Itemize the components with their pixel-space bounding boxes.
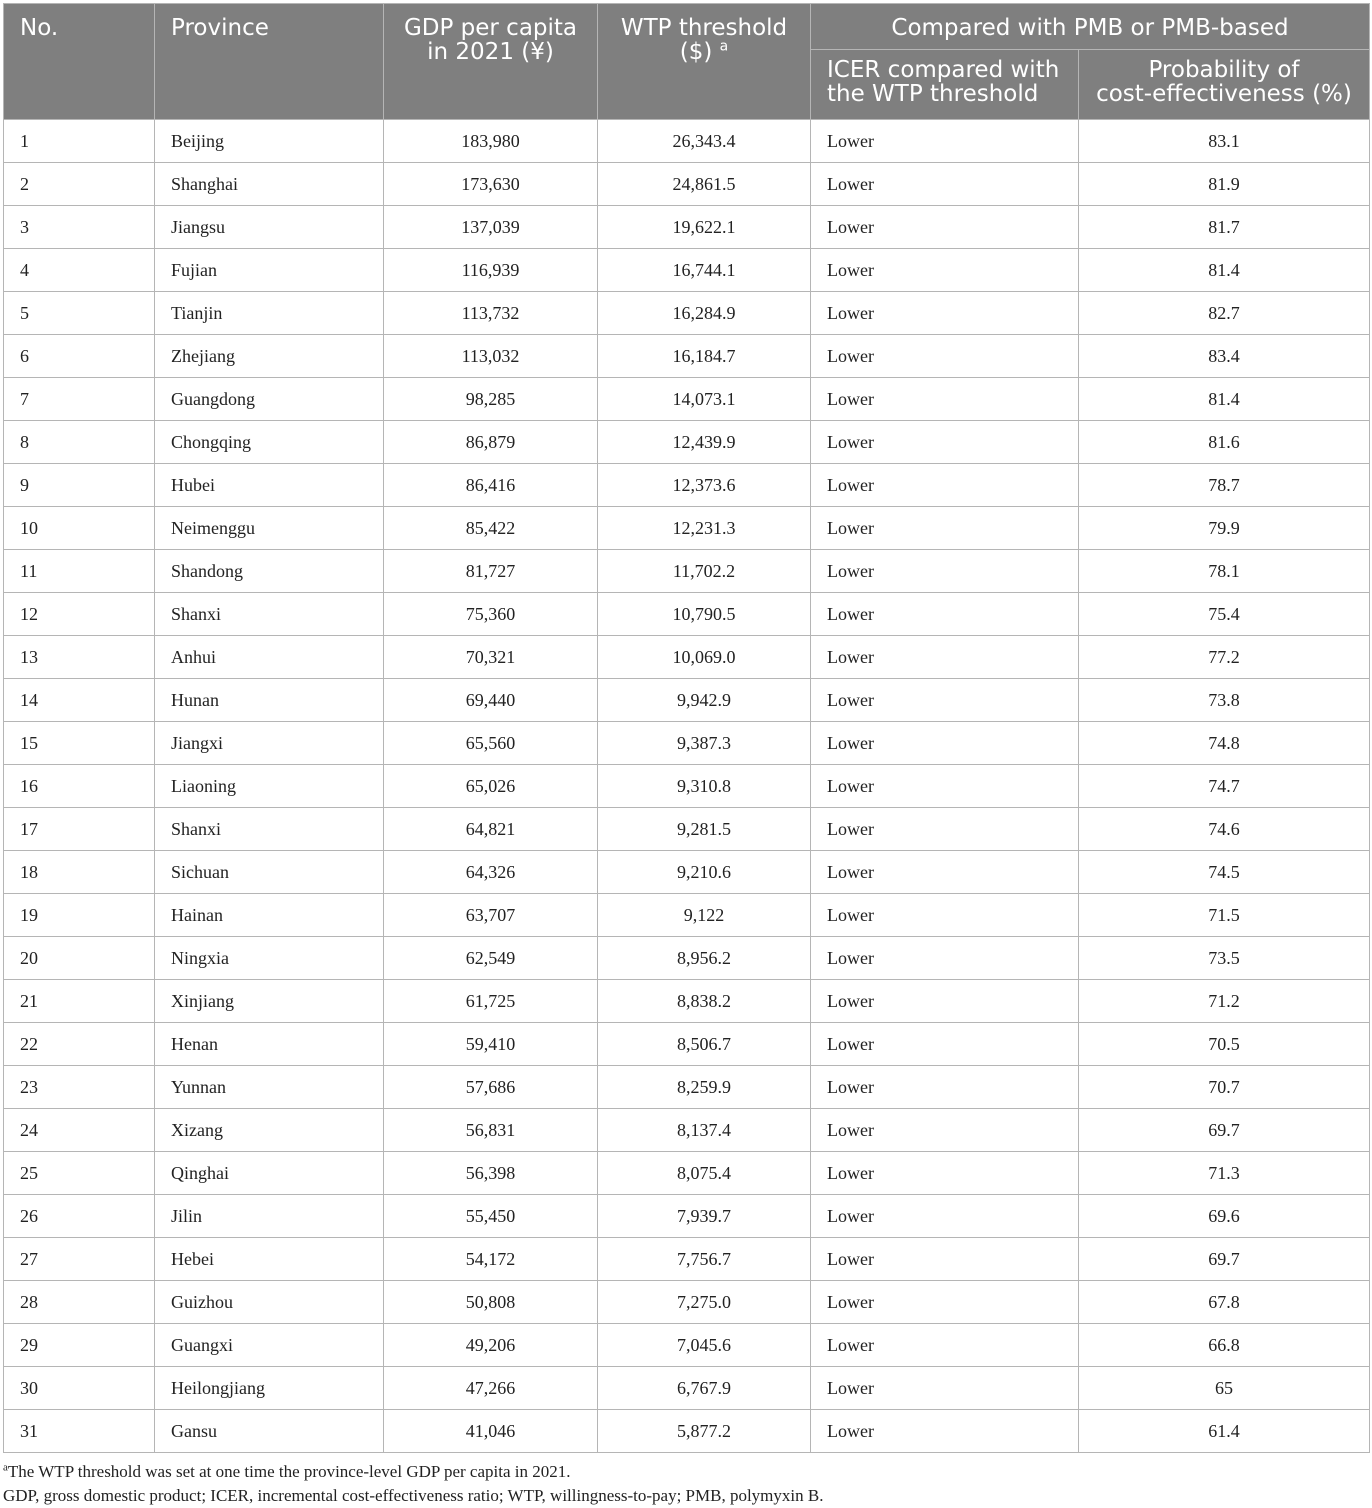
cell-province: Xizang bbox=[155, 1109, 384, 1152]
footnote-a-text: The WTP threshold was set at one time the province-level GDP per capita in 2021. bbox=[7, 1462, 571, 1481]
cell-icer: Lower bbox=[811, 1238, 1079, 1281]
cell-no: 21 bbox=[4, 980, 155, 1023]
cell-gdp: 70,321 bbox=[384, 636, 598, 679]
cell-province: Hebei bbox=[155, 1238, 384, 1281]
cell-gdp: 64,821 bbox=[384, 808, 598, 851]
table-row bbox=[4, 1023, 1370, 1066]
cell-wtp: 24,861.5 bbox=[598, 163, 811, 206]
cell-probability: 83.4 bbox=[1079, 335, 1370, 378]
cell-icer: Lower bbox=[811, 464, 1079, 507]
table-body bbox=[4, 120, 1370, 1453]
cell-gdp: 55,450 bbox=[384, 1195, 598, 1238]
cell-gdp: 81,727 bbox=[384, 550, 598, 593]
table-row bbox=[4, 249, 1370, 292]
header-prob-line1: Probability of bbox=[1148, 57, 1300, 83]
header-wtp-line1: WTP threshold bbox=[620, 15, 788, 41]
header-wtp-line2: ($) bbox=[679, 39, 713, 65]
cell-probability: 71.5 bbox=[1079, 894, 1370, 937]
cell-province: Chongqing bbox=[155, 421, 384, 464]
cell-province: Guangxi bbox=[155, 1324, 384, 1367]
cell-wtp: 7,939.7 bbox=[598, 1195, 811, 1238]
cell-icer: Lower bbox=[811, 292, 1079, 335]
cell-no: 20 bbox=[4, 937, 155, 980]
cell-no: 1 bbox=[4, 120, 155, 163]
cell-probability: 73.8 bbox=[1079, 679, 1370, 722]
cell-province: Henan bbox=[155, 1023, 384, 1066]
cell-wtp: 12,231.3 bbox=[598, 507, 811, 550]
cell-no: 9 bbox=[4, 464, 155, 507]
cell-no: 25 bbox=[4, 1152, 155, 1195]
cell-province: Zhejiang bbox=[155, 335, 384, 378]
cell-gdp: 86,879 bbox=[384, 421, 598, 464]
cell-no: 4 bbox=[4, 249, 155, 292]
header-wtp bbox=[598, 4, 811, 120]
cell-gdp: 64,326 bbox=[384, 851, 598, 894]
cell-province: Heilongjiang bbox=[155, 1367, 384, 1410]
table-row bbox=[4, 722, 1370, 765]
data-table bbox=[3, 3, 1370, 1453]
cell-probability: 82.7 bbox=[1079, 292, 1370, 335]
cell-wtp: 16,744.1 bbox=[598, 249, 811, 292]
cell-no: 14 bbox=[4, 679, 155, 722]
cell-no: 7 bbox=[4, 378, 155, 421]
cell-icer: Lower bbox=[811, 894, 1079, 937]
cell-icer: Lower bbox=[811, 1066, 1079, 1109]
cell-icer: Lower bbox=[811, 1410, 1079, 1453]
table-row bbox=[4, 507, 1370, 550]
cell-icer: Lower bbox=[811, 206, 1079, 249]
cell-icer: Lower bbox=[811, 249, 1079, 292]
cell-probability: 74.5 bbox=[1079, 851, 1370, 894]
cell-wtp: 19,622.1 bbox=[598, 206, 811, 249]
cell-probability: 69.7 bbox=[1079, 1109, 1370, 1152]
header-icer bbox=[811, 50, 1079, 120]
header-gdp bbox=[384, 4, 598, 120]
cell-wtp: 26,343.4 bbox=[598, 120, 811, 163]
cell-wtp: 10,069.0 bbox=[598, 636, 811, 679]
cell-no: 2 bbox=[4, 163, 155, 206]
cell-no: 11 bbox=[4, 550, 155, 593]
table-row bbox=[4, 378, 1370, 421]
cell-probability: 78.7 bbox=[1079, 464, 1370, 507]
cell-gdp: 56,831 bbox=[384, 1109, 598, 1152]
cell-wtp: 8,506.7 bbox=[598, 1023, 811, 1066]
cell-probability: 75.4 bbox=[1079, 593, 1370, 636]
cell-wtp: 8,075.4 bbox=[598, 1152, 811, 1195]
header-no-label: No. bbox=[20, 15, 59, 41]
cell-probability: 70.7 bbox=[1079, 1066, 1370, 1109]
cell-icer: Lower bbox=[811, 937, 1079, 980]
footnote-a bbox=[3, 1460, 1369, 1484]
table-row bbox=[4, 1367, 1370, 1410]
cell-gdp: 69,440 bbox=[384, 679, 598, 722]
cell-icer: Lower bbox=[811, 765, 1079, 808]
footnote-a-marker: a bbox=[3, 1461, 8, 1474]
cell-no: 13 bbox=[4, 636, 155, 679]
cell-gdp: 173,630 bbox=[384, 163, 598, 206]
cell-gdp: 65,026 bbox=[384, 765, 598, 808]
table-row bbox=[4, 163, 1370, 206]
cell-icer: Lower bbox=[811, 1152, 1079, 1195]
cell-province: Ningxia bbox=[155, 937, 384, 980]
cell-province: Shanxi bbox=[155, 808, 384, 851]
cell-no: 5 bbox=[4, 292, 155, 335]
cell-probability: 77.2 bbox=[1079, 636, 1370, 679]
cell-gdp: 59,410 bbox=[384, 1023, 598, 1066]
header-gdp-line2: in 2021 (¥) bbox=[427, 39, 554, 65]
cell-wtp: 7,275.0 bbox=[598, 1281, 811, 1324]
cell-no: 3 bbox=[4, 206, 155, 249]
cell-probability: 73.5 bbox=[1079, 937, 1370, 980]
cell-wtp: 9,210.6 bbox=[598, 851, 811, 894]
header-no bbox=[4, 4, 155, 120]
cell-gdp: 56,398 bbox=[384, 1152, 598, 1195]
cell-icer: Lower bbox=[811, 335, 1079, 378]
cell-gdp: 183,980 bbox=[384, 120, 598, 163]
cell-province: Gansu bbox=[155, 1410, 384, 1453]
cell-gdp: 75,360 bbox=[384, 593, 598, 636]
cell-icer: Lower bbox=[811, 550, 1079, 593]
cell-province: Neimenggu bbox=[155, 507, 384, 550]
header-probability bbox=[1079, 50, 1370, 120]
cell-icer: Lower bbox=[811, 1367, 1079, 1410]
table-row bbox=[4, 593, 1370, 636]
cell-icer: Lower bbox=[811, 1195, 1079, 1238]
cell-no: 31 bbox=[4, 1410, 155, 1453]
footnote-abbreviations: GDP, gross domestic product; ICER, incremental cost-effectiveness ratio; WTP, willingness-to-pay; PMB, polymyxin B. bbox=[3, 1486, 824, 1505]
table-row bbox=[4, 679, 1370, 722]
header-prob-line2: cost-effectiveness (%) bbox=[1096, 81, 1352, 107]
table-header bbox=[4, 4, 1370, 120]
cell-probability: 78.1 bbox=[1079, 550, 1370, 593]
table-row bbox=[4, 1281, 1370, 1324]
cell-probability: 79.9 bbox=[1079, 507, 1370, 550]
cell-province: Guizhou bbox=[155, 1281, 384, 1324]
cell-probability: 69.7 bbox=[1079, 1238, 1370, 1281]
cell-province: Jiangsu bbox=[155, 206, 384, 249]
header-icer-line2: the WTP threshold bbox=[827, 81, 1039, 107]
cell-wtp: 9,387.3 bbox=[598, 722, 811, 765]
cell-icer: Lower bbox=[811, 980, 1079, 1023]
cell-gdp: 65,560 bbox=[384, 722, 598, 765]
table-row bbox=[4, 1238, 1370, 1281]
cell-province: Tianjin bbox=[155, 292, 384, 335]
table-row bbox=[4, 464, 1370, 507]
header-group bbox=[811, 4, 1370, 50]
table-row bbox=[4, 980, 1370, 1023]
cell-gdp: 113,732 bbox=[384, 292, 598, 335]
cell-province: Yunnan bbox=[155, 1066, 384, 1109]
cell-gdp: 50,808 bbox=[384, 1281, 598, 1324]
cell-icer: Lower bbox=[811, 378, 1079, 421]
cell-icer: Lower bbox=[811, 507, 1079, 550]
cell-wtp: 11,702.2 bbox=[598, 550, 811, 593]
cell-probability: 81.4 bbox=[1079, 378, 1370, 421]
cell-province: Sichuan bbox=[155, 851, 384, 894]
table-row bbox=[4, 1410, 1370, 1453]
cell-wtp: 9,281.5 bbox=[598, 808, 811, 851]
cell-province: Guangdong bbox=[155, 378, 384, 421]
cell-wtp: 16,284.9 bbox=[598, 292, 811, 335]
cell-probability: 81.6 bbox=[1079, 421, 1370, 464]
cell-probability: 71.3 bbox=[1079, 1152, 1370, 1195]
cell-no: 18 bbox=[4, 851, 155, 894]
cell-no: 24 bbox=[4, 1109, 155, 1152]
table-row bbox=[4, 1152, 1370, 1195]
table-row bbox=[4, 421, 1370, 464]
header-row-1 bbox=[4, 4, 1370, 50]
cell-wtp: 7,756.7 bbox=[598, 1238, 811, 1281]
table-row bbox=[4, 808, 1370, 851]
header-group-label: Compared with PMB or PMB-based bbox=[891, 15, 1289, 41]
table-row bbox=[4, 1109, 1370, 1152]
cell-icer: Lower bbox=[811, 636, 1079, 679]
table-row bbox=[4, 206, 1370, 249]
cell-no: 10 bbox=[4, 507, 155, 550]
cell-gdp: 47,266 bbox=[384, 1367, 598, 1410]
cell-no: 17 bbox=[4, 808, 155, 851]
cell-icer: Lower bbox=[811, 1023, 1079, 1066]
cell-province: Shandong bbox=[155, 550, 384, 593]
cell-icer: Lower bbox=[811, 851, 1079, 894]
cell-gdp: 116,939 bbox=[384, 249, 598, 292]
cell-no: 27 bbox=[4, 1238, 155, 1281]
cell-gdp: 85,422 bbox=[384, 507, 598, 550]
cell-province: Qinghai bbox=[155, 1152, 384, 1195]
cell-wtp: 9,122 bbox=[598, 894, 811, 937]
cell-no: 23 bbox=[4, 1066, 155, 1109]
table-row bbox=[4, 335, 1370, 378]
cell-province: Shanxi bbox=[155, 593, 384, 636]
cell-icer: Lower bbox=[811, 1109, 1079, 1152]
cell-icer: Lower bbox=[811, 593, 1079, 636]
cell-province: Fujian bbox=[155, 249, 384, 292]
cell-gdp: 63,707 bbox=[384, 894, 598, 937]
cell-gdp: 113,032 bbox=[384, 335, 598, 378]
header-province-label: Province bbox=[171, 15, 269, 41]
cell-probability: 83.1 bbox=[1079, 120, 1370, 163]
table-row bbox=[4, 550, 1370, 593]
cell-wtp: 8,838.2 bbox=[598, 980, 811, 1023]
cell-no: 26 bbox=[4, 1195, 155, 1238]
cell-gdp: 57,686 bbox=[384, 1066, 598, 1109]
cell-wtp: 8,259.9 bbox=[598, 1066, 811, 1109]
cell-wtp: 14,073.1 bbox=[598, 378, 811, 421]
cell-province: Jilin bbox=[155, 1195, 384, 1238]
cell-gdp: 41,046 bbox=[384, 1410, 598, 1453]
cell-icer: Lower bbox=[811, 808, 1079, 851]
cell-wtp: 5,877.2 bbox=[598, 1410, 811, 1453]
cell-province: Shanghai bbox=[155, 163, 384, 206]
cell-province: Anhui bbox=[155, 636, 384, 679]
cell-province: Xinjiang bbox=[155, 980, 384, 1023]
table-row bbox=[4, 1066, 1370, 1109]
cell-probability: 81.7 bbox=[1079, 206, 1370, 249]
cell-icer: Lower bbox=[811, 1281, 1079, 1324]
table-row bbox=[4, 937, 1370, 980]
cell-wtp: 12,439.9 bbox=[598, 421, 811, 464]
cell-wtp: 9,310.8 bbox=[598, 765, 811, 808]
cell-icer: Lower bbox=[811, 722, 1079, 765]
cell-no: 22 bbox=[4, 1023, 155, 1066]
cell-wtp: 12,373.6 bbox=[598, 464, 811, 507]
cell-gdp: 86,416 bbox=[384, 464, 598, 507]
cell-no: 16 bbox=[4, 765, 155, 808]
cell-probability: 74.6 bbox=[1079, 808, 1370, 851]
cell-province: Hainan bbox=[155, 894, 384, 937]
cell-probability: 69.6 bbox=[1079, 1195, 1370, 1238]
cell-no: 6 bbox=[4, 335, 155, 378]
cell-gdp: 137,039 bbox=[384, 206, 598, 249]
table-row bbox=[4, 1195, 1370, 1238]
cell-gdp: 98,285 bbox=[384, 378, 598, 421]
cell-no: 30 bbox=[4, 1367, 155, 1410]
table-row bbox=[4, 636, 1370, 679]
cell-probability: 67.8 bbox=[1079, 1281, 1370, 1324]
cell-probability: 65 bbox=[1079, 1367, 1370, 1410]
cell-no: 8 bbox=[4, 421, 155, 464]
header-province bbox=[155, 4, 384, 120]
cell-wtp: 10,790.5 bbox=[598, 593, 811, 636]
table-row bbox=[4, 120, 1370, 163]
cell-wtp: 6,767.9 bbox=[598, 1367, 811, 1410]
header-icer-line1: ICER compared with bbox=[827, 57, 1060, 83]
cell-icer: Lower bbox=[811, 163, 1079, 206]
cell-probability: 81.9 bbox=[1079, 163, 1370, 206]
cell-probability: 81.4 bbox=[1079, 249, 1370, 292]
cell-province: Hubei bbox=[155, 464, 384, 507]
header-gdp-line1: GDP per capita bbox=[403, 15, 578, 41]
cell-probability: 74.7 bbox=[1079, 765, 1370, 808]
cell-icer: Lower bbox=[811, 421, 1079, 464]
cell-no: 28 bbox=[4, 1281, 155, 1324]
cell-province: Hunan bbox=[155, 679, 384, 722]
cell-province: Liaoning bbox=[155, 765, 384, 808]
cell-probability: 71.2 bbox=[1079, 980, 1370, 1023]
cell-wtp: 9,942.9 bbox=[598, 679, 811, 722]
cell-icer: Lower bbox=[811, 120, 1079, 163]
cell-gdp: 62,549 bbox=[384, 937, 598, 980]
header-wtp-footnote-marker: a bbox=[719, 38, 729, 55]
cell-no: 29 bbox=[4, 1324, 155, 1367]
table-row bbox=[4, 1324, 1370, 1367]
cell-icer: Lower bbox=[811, 1324, 1079, 1367]
cell-no: 19 bbox=[4, 894, 155, 937]
cell-probability: 61.4 bbox=[1079, 1410, 1370, 1453]
cell-gdp: 61,725 bbox=[384, 980, 598, 1023]
cell-probability: 70.5 bbox=[1079, 1023, 1370, 1066]
cell-wtp: 7,045.6 bbox=[598, 1324, 811, 1367]
table-row bbox=[4, 765, 1370, 808]
cell-no: 15 bbox=[4, 722, 155, 765]
cell-icer: Lower bbox=[811, 679, 1079, 722]
cell-wtp: 16,184.7 bbox=[598, 335, 811, 378]
cell-probability: 66.8 bbox=[1079, 1324, 1370, 1367]
cell-wtp: 8,137.4 bbox=[598, 1109, 811, 1152]
cell-no: 12 bbox=[4, 593, 155, 636]
cell-gdp: 49,206 bbox=[384, 1324, 598, 1367]
cell-wtp: 8,956.2 bbox=[598, 937, 811, 980]
table-row bbox=[4, 851, 1370, 894]
table-row bbox=[4, 292, 1370, 335]
table-row bbox=[4, 894, 1370, 937]
footnotes bbox=[3, 1460, 1369, 1508]
cell-probability: 74.8 bbox=[1079, 722, 1370, 765]
cell-province: Beijing bbox=[155, 120, 384, 163]
cell-province: Jiangxi bbox=[155, 722, 384, 765]
cell-gdp: 54,172 bbox=[384, 1238, 598, 1281]
